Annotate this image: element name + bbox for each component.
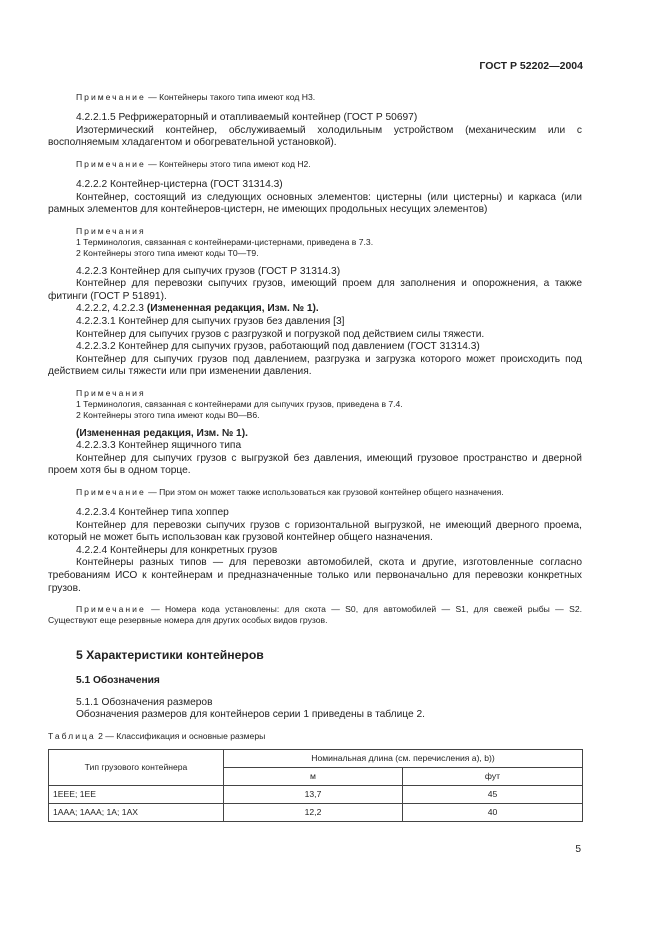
paragraph: Обозначения размеров для контейнеров серии 1 приведены в таблице 2. (76, 709, 426, 721)
note-text: — Контейнеры этого типа имеют код Н2. (148, 158, 311, 169)
note-label: Примечание (76, 158, 146, 169)
note-item: 2 Контейнеры этого типа имеют коды Т0—Т9. (76, 248, 259, 259)
paragraph: Изотермический контейнер, обслуживаемый холодильным устройством (механическим или с восполняемым хладагентом и обогревательной установкой). (48, 124, 582, 149)
clause-heading: 4.2.2.4 Контейнеры для конкретных грузов (76, 544, 278, 556)
dimensions-table (48, 749, 583, 822)
note (48, 487, 582, 498)
amendment-note: (Измененная редакция, Изм. № 1). (146, 303, 319, 315)
page-number: 5 (575, 844, 581, 855)
table-caption (48, 731, 582, 742)
table-header-cell: Тип грузового контейнера (49, 750, 224, 786)
table-cell: 13,7 (224, 786, 403, 804)
amendment-refs: 4.2.2.2, 4.2.2.3 (76, 303, 147, 315)
note (48, 604, 582, 626)
notes-label: Примечания (76, 225, 146, 236)
table-cell: 1ААА; 1ААА; 1А; 1АХ (49, 804, 224, 822)
document-header: ГОСТ Р 52202—2004 (479, 60, 583, 72)
note (48, 159, 582, 170)
clause-heading: 4.2.2.3.4 Контейнер типа хоппер (76, 507, 229, 519)
note-text: — При этом он может также использоваться как грузовой контейнер общего назначения. (148, 486, 504, 497)
table-row (49, 786, 583, 804)
clause-heading: 5.1.1 Обозначения размеров (76, 696, 213, 708)
note-label: Примечание (76, 604, 146, 615)
table-caption-text: 2 — Классификация и основные размеры (98, 731, 266, 742)
table-label: Таблица (48, 731, 96, 742)
table-cell: 1ЕЕЕ; 1ЕЕ (49, 786, 224, 804)
clause-heading: 4.2.2.3.1 Контейнер для сыпучих грузов без давления [3] (76, 315, 345, 327)
table-cell: 12,2 (224, 804, 403, 822)
section-title: 5 Характеристики контейнеров (76, 647, 264, 662)
amendment-line (48, 303, 582, 316)
table-header-row (49, 750, 583, 768)
table-cell: 40 (403, 804, 583, 822)
note-item: 1 Терминология, связанная с контейнерами-цистернами, приведена в 7.3. (76, 237, 374, 248)
table-header-cell: фут (403, 768, 583, 786)
table-header-cell: Номинальная длина (см. перечисления а), b)) (224, 750, 583, 768)
paragraph: Контейнер, состоящий из следующих основных элементов: цистерны (или цистерны) и каркаса (или рамных элементов для контейнеров-цистерн, не имеющих продольных несущих элементов) (48, 191, 582, 216)
clause-heading: 4.2.2.1.5 Рефрижераторный и отапливаемый контейнер (ГОСТ Р 50697) (76, 112, 418, 124)
clause-heading: 4.2.2.3 Контейнер для сыпучих грузов (ГОСТ Р 31314.3) (76, 265, 341, 277)
clause-heading: 4.2.2.2 Контейнер-цистерна (ГОСТ 31314.3) (76, 179, 283, 191)
subsection-title: 5.1 Обозначения (76, 675, 160, 687)
note-text: — Контейнеры такого типа имеют код Н3. (148, 92, 316, 102)
table-cell: 45 (403, 786, 583, 804)
note (48, 92, 582, 103)
amendment-note: (Измененная редакция, Изм. № 1). (76, 427, 248, 439)
note-item: 1 Терминология, связанная с контейнерами для сыпучих грузов, приведена в 7.4. (76, 399, 403, 410)
table-row (49, 804, 583, 822)
note-item: 2 Контейнеры этого типа имеют коды В0—В6. (76, 410, 260, 421)
notes-label: Примечания (76, 387, 146, 398)
table-header-cell: м (224, 768, 403, 786)
paragraph: Контейнер для сыпучих грузов под давлением, разгрузка и загрузка которого может происходить под действием силы тяжести или при изменении давления. (48, 353, 582, 378)
paragraph: Контейнер для сыпучих грузов с разгрузкой и погрузкой под действием силы тяжести. (76, 328, 485, 340)
paragraph: Контейнер для перевозки сыпучих грузов с горизонтальной выгрузкой, не имеющий дверного проема, который не может быть использован как грузовой контейнер общего назначения. (48, 519, 582, 544)
note-text: — Номера кода установлены: для скота — S0, для автомобилей — S1, для свежей рыбы — S2. Существуют еще резервные номера для других особых видов грузов. (48, 604, 582, 626)
paragraph: Контейнер для перевозки сыпучих грузов, имеющий проем для заполнения и опорожнения, а также фитинги (ГОСТ Р 51891). (48, 278, 582, 302)
clause-heading: 4.2.2.3.2 Контейнер для сыпучих грузов, работающий под давлением (ГОСТ 31314.3) (76, 341, 480, 353)
note-label: Примечание (76, 486, 146, 497)
note-label: Примечание (76, 92, 146, 102)
paragraph: Контейнеры разных типов — для перевозки автомобилей, скота и другие, изготовленные согласно требованиям ИСО к контейнерам и предназначенные только или первоначально для перевозки конкретных грузов. (48, 557, 582, 594)
clause-heading: 4.2.2.3.3 Контейнер ящичного типа (76, 440, 242, 452)
document-body (48, 92, 582, 822)
paragraph: Контейнер для сыпучих грузов с выгрузкой без давления, имеющий грузовое пространство и дверной проем хотя бы в одном торце. (48, 452, 582, 477)
